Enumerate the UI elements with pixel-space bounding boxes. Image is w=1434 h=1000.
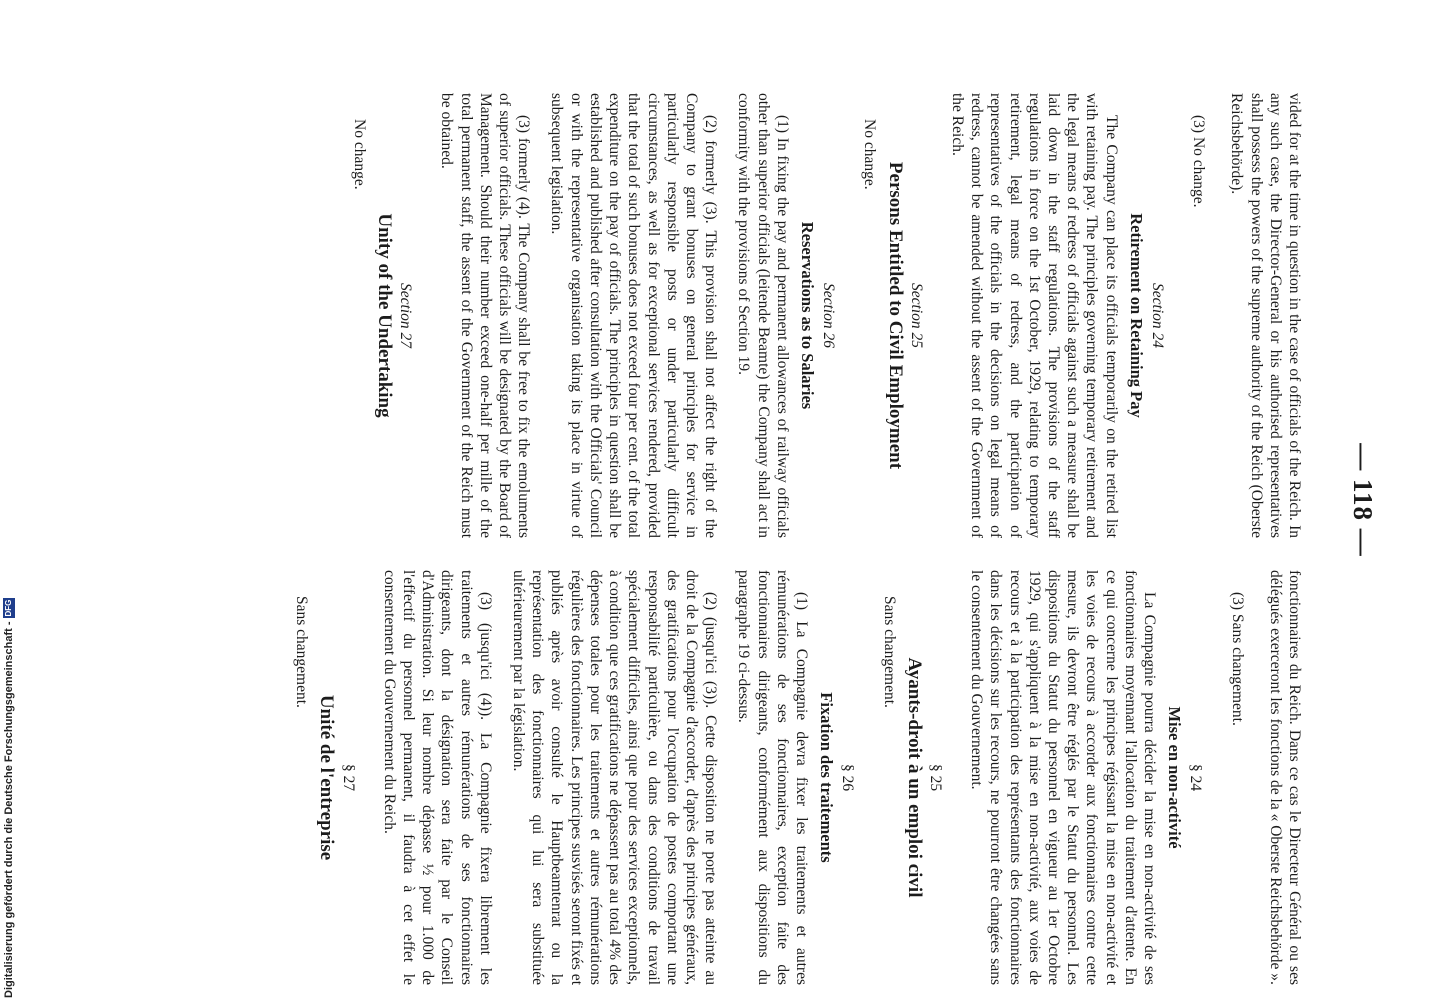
dfg-logo-icon: DFG <box>4 599 13 617</box>
section-26-title: Reservations as to Salaries <box>797 221 817 410</box>
paragraph-25-text: Sans changement. <box>880 596 898 708</box>
section-26-para-3: (3) formerly (4). The Company shall be free to fix the emoluments of superior officials. These officials will be designated by the Board of Management. Should their number exceed one-half per mille of the total permanent staff, the assent of the Government of the Reich must be obtained. <box>438 93 533 538</box>
section-27-title: Unity of the Undertaking <box>374 213 396 418</box>
section-24-title: Retirement on Retaining Pay <box>1126 213 1146 418</box>
english-para-3: (3) No change. <box>1190 115 1208 208</box>
section-27-text: No change. <box>350 119 368 190</box>
french-intro: fonctionnaires du Reich. Dans ce cas le Directeur Général ou ses délégués exerceront les fonctions de la « Oberste Reichsbehörde ». <box>1266 570 1303 985</box>
section-26-heading: Section 26 <box>820 283 838 348</box>
section-25-text: No change. <box>861 119 879 190</box>
english-intro: vided for at the time in question in the case of officials of the Reich. In any such case, the Director-General or his authorised representatives shall possess the powers of the supreme authority of the Reich (Oberste Reichsbehörde). <box>1228 93 1303 538</box>
french-para-3: (3) Sans changement. <box>1228 592 1246 726</box>
section-24-text: The Company can place its officials temporarily on the retired list with retaining pay. The principles governing temporary retirement and the legal means of redress of officials against such a measure shall be laid down in the staff regulations. The provisions of the staff regulations in force on the 1st October, 1929, relating to temporary retirement, legal means of redress, and the participation of representatives of the officials in the decisions on legal means of redress, cannot be amended without the assent of the Government of the Reich. <box>948 93 1120 538</box>
paragraph-24-title: Mise en non-activité <box>1165 706 1185 849</box>
paragraph-26-title: Fixation des traitements <box>817 692 837 863</box>
digitization-credit <box>2 0 16 998</box>
section-27-heading: Section 27 <box>397 283 415 348</box>
french-column <box>292 570 1304 985</box>
english-column <box>350 93 1304 538</box>
credit-text: Digitalisierung gefördert durch die Deutsche Forschungsgemeinschaft - <box>3 621 15 998</box>
section-25-title: Persons Entitled to Civil Employment <box>884 161 906 470</box>
paragraph-26-para-1: (1) La Compagnie devra fixer les traitements et autres rémunérations de ses fonctionnaires, exception faite des fonctionnaires dirigeants, conformément aux dispositions du paragraphe 19 ci-dessus. <box>735 570 810 985</box>
paragraph-26-para-3: (3) (jusqu'ici (4)). La Compagnie fixera librement les traitements et autres rémunérations de ses fonctionnaires dirigeants, dont la désignation sera faite par le Conseil d'Administration. Si leur nombre dépasse ½ pour 1.000 de l'effectif du personnel permanent, il faudra à cet effet le consentement du Gouvernement du Reich. <box>380 570 494 985</box>
section-26-para-1: (1) In fixing the pay and permanent allowances of railway officials other than superior officials (leitende Beamte) the Company shall act in conformity with the provisions of Section 19. <box>735 93 791 538</box>
paragraph-24-heading: § 24 <box>1187 763 1205 792</box>
page-number: — 118 — <box>1348 443 1378 557</box>
paragraph-26-heading: § 26 <box>839 763 857 792</box>
paragraph-25-title: Ayants-droit à un emploi civil <box>903 657 925 898</box>
paragraph-25-heading: § 25 <box>926 763 944 792</box>
paragraph-27-text: Sans changement. <box>293 596 311 708</box>
paragraph-26-para-2: (2) (jusqu'ici (3)). Cette disposition ne porte pas atteinte au droit de la Compagnie d'accorder, d'après des principes généraux, des gratifications pour l'occupation de postes comportant une responsabilité particulière, ou dans des conditions de travail spécialement difficiles, ainsi que pour des services exceptionnels, à condition que ces gratifications ne dépassent pas au total 4% des dépenses totales pour les traitements et autres rémunérations régulières des fonctionnaires. Les principes susvisés seront fixés et publiés après avoir consulté le Hauptbeamtenrat ou la représentation des fonctionnaires qui lui sera substituée ultérieurement par la législation. <box>510 570 720 985</box>
paragraph-27-heading: § 27 <box>339 763 357 792</box>
section-24-heading: Section 24 <box>1148 283 1166 348</box>
paragraph-24-text: La Compagnie pourra décider la mise en non-activité de ses fonctionnaires moyennant l'allocation du traitement d'attente. En ce qui concerne les principes régissant la mise en non-activité et les voies de recours à accorder aux fonctionnaires contre cette mesure, ils devront être réglés par le Statut du personnel. Les dispositions du Statut du personnel en vigueur au 1er Octobre 1929, qui s'appliquent à la mise en non-activité, aux voies de recours et à la participation des représentants des fonctionnaires dans les décisions sur les recours, ne pourront être changées sans le consentement du Gouvernement. <box>968 570 1158 985</box>
section-26-para-2: (2) formerly (3). This provision shall not affect the right of the Company to grant bonuses on general principles for service in particularly responsible posts or under particularly difficult circumstances, as well as for exceptional services rendered, provided that the total of such bonuses does not exceed four per cent. of the total expenditure on the pay of officials. The principles in question shall be established and published after consultation with the Officials' Council or with the representative organisation taking its place in virtue of subsequent legislation. <box>548 93 720 538</box>
section-25-heading: Section 25 <box>907 283 925 348</box>
paragraph-27-title: Unité de l'entreprise <box>316 694 338 861</box>
